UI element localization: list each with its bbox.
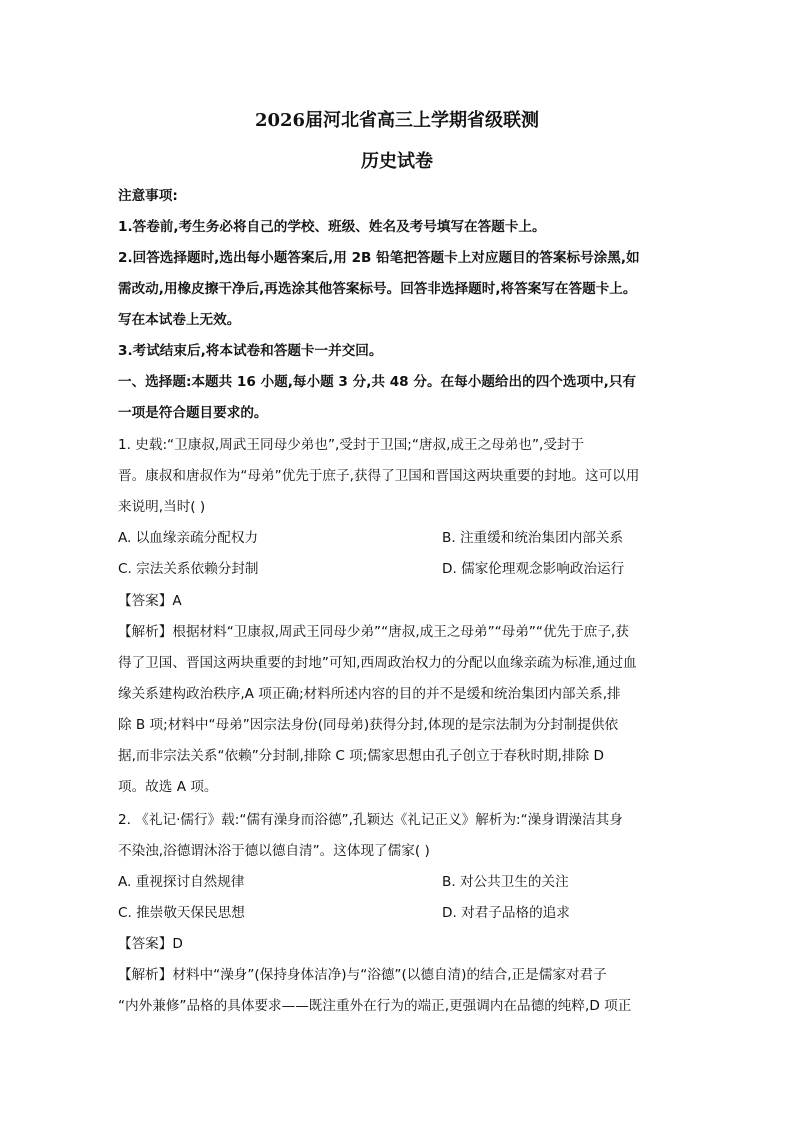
- q1-analysis-line: 得了卫国、晋国这两块重要的封地”可知,西周政治权力的分配以血缘亲疏为标准,通过血: [118, 655, 637, 671]
- notes-heading: 注意事项:: [118, 188, 178, 204]
- q1-option-b: B. 注重缓和统治集团内部关系: [442, 530, 624, 546]
- q1-stem-line: 1. 史载:“卫康叔,周武王同母少弟也”,受封于卫国;“唐叔,成王之母弟也”,受封于: [118, 437, 585, 453]
- q1-stem-line: 晋。康叔和唐叔作为“母弟”优先于庶子,获得了卫国和晋国这两块重要的封地。这可以用: [118, 468, 640, 484]
- section-heading-cont: 一项是符合题目要求的。: [118, 405, 268, 421]
- q1-answer: 【答案】A: [118, 593, 182, 609]
- q1-analysis-line: 除 B 项;材料中“母弟”因宗法身份(同母弟)获得分封,体现的是宗法制为分封制提供依: [118, 717, 619, 733]
- note-line: 3.考试结束后,将本试卷和答题卡一并交回。: [118, 343, 383, 359]
- q2-option-c: C. 推崇敬天保民思想: [118, 905, 245, 921]
- exam-subject: 历史试卷: [361, 151, 433, 172]
- q2-option-a: A. 重视探讨自然规律: [118, 874, 245, 890]
- q2-option-d: D. 对君子品格的追求: [442, 905, 570, 921]
- q2-analysis-line: “内外兼修”品格的具体要求——既注重外在行为的端正,更强调内在品德的纯粹,D 项正: [118, 998, 632, 1014]
- exam-title: 2026届河北省高三上学期省级联测: [254, 110, 540, 131]
- q2-option-b: B. 对公共卫生的关注: [442, 874, 569, 890]
- q1-option-c: C. 宗法关系依赖分封制: [118, 561, 259, 577]
- q1-analysis-line: 据,而非宗法关系“依赖”分封制,排除 C 项;儒家思想由孔子创立于春秋时期,排除 D: [118, 748, 604, 764]
- q2-analysis-line: 【解析】材料中“澡身”(保持身体洁净)与“浴德”(以德自清)的结合,正是儒家对君子: [118, 967, 607, 983]
- q2-answer: 【答案】D: [118, 936, 183, 952]
- section-heading: 一、选择题:本题共 16 小题,每小题 3 分,共 48 分。在每小题给出的四个选项中,只有: [118, 374, 637, 390]
- note-line: 1.答卷前,考生务必将自己的学校、班级、姓名及考号填写在答题卡上。: [118, 219, 546, 235]
- note-line: 需改动,用橡皮擦干净后,再选涂其他答案标号。回答非选择题时,将答案写在答题卡上。: [118, 281, 637, 297]
- q1-stem-line: 来说明,当时( ): [118, 499, 206, 515]
- q2-stem-line: 2. 《礼记·儒行》载:“儒有澡身而浴德”,孔颖达《礼记正义》解析为:“澡身谓澡洁其身: [118, 812, 623, 828]
- q1-analysis-line: 缘关系建构政治秩序,A 项正确;材料所述内容的目的并不是缓和统治集团内部关系,排: [118, 686, 621, 702]
- q1-analysis-line: 项。故选 A 项。: [118, 779, 218, 795]
- note-line: 2.回答选择题时,选出每小题答案后,用 2B 铅笔把答题卡上对应题目的答案标号涂黑,如: [118, 250, 640, 266]
- q1-analysis-line: 【解析】根据材料“卫康叔,周武王同母少弟”“唐叔,成王之母弟”“母弟”“优先于庶子,获: [118, 624, 629, 640]
- q2-stem-line: 不染浊,浴德谓沐浴于德以德自清”。这体现了儒家( ): [118, 843, 430, 859]
- q1-option-d: D. 儒家伦理观念影响政治运行: [442, 561, 625, 577]
- note-line: 写在本试卷上无效。: [118, 312, 241, 328]
- q1-option-a: A. 以血缘亲疏分配权力: [118, 530, 259, 546]
